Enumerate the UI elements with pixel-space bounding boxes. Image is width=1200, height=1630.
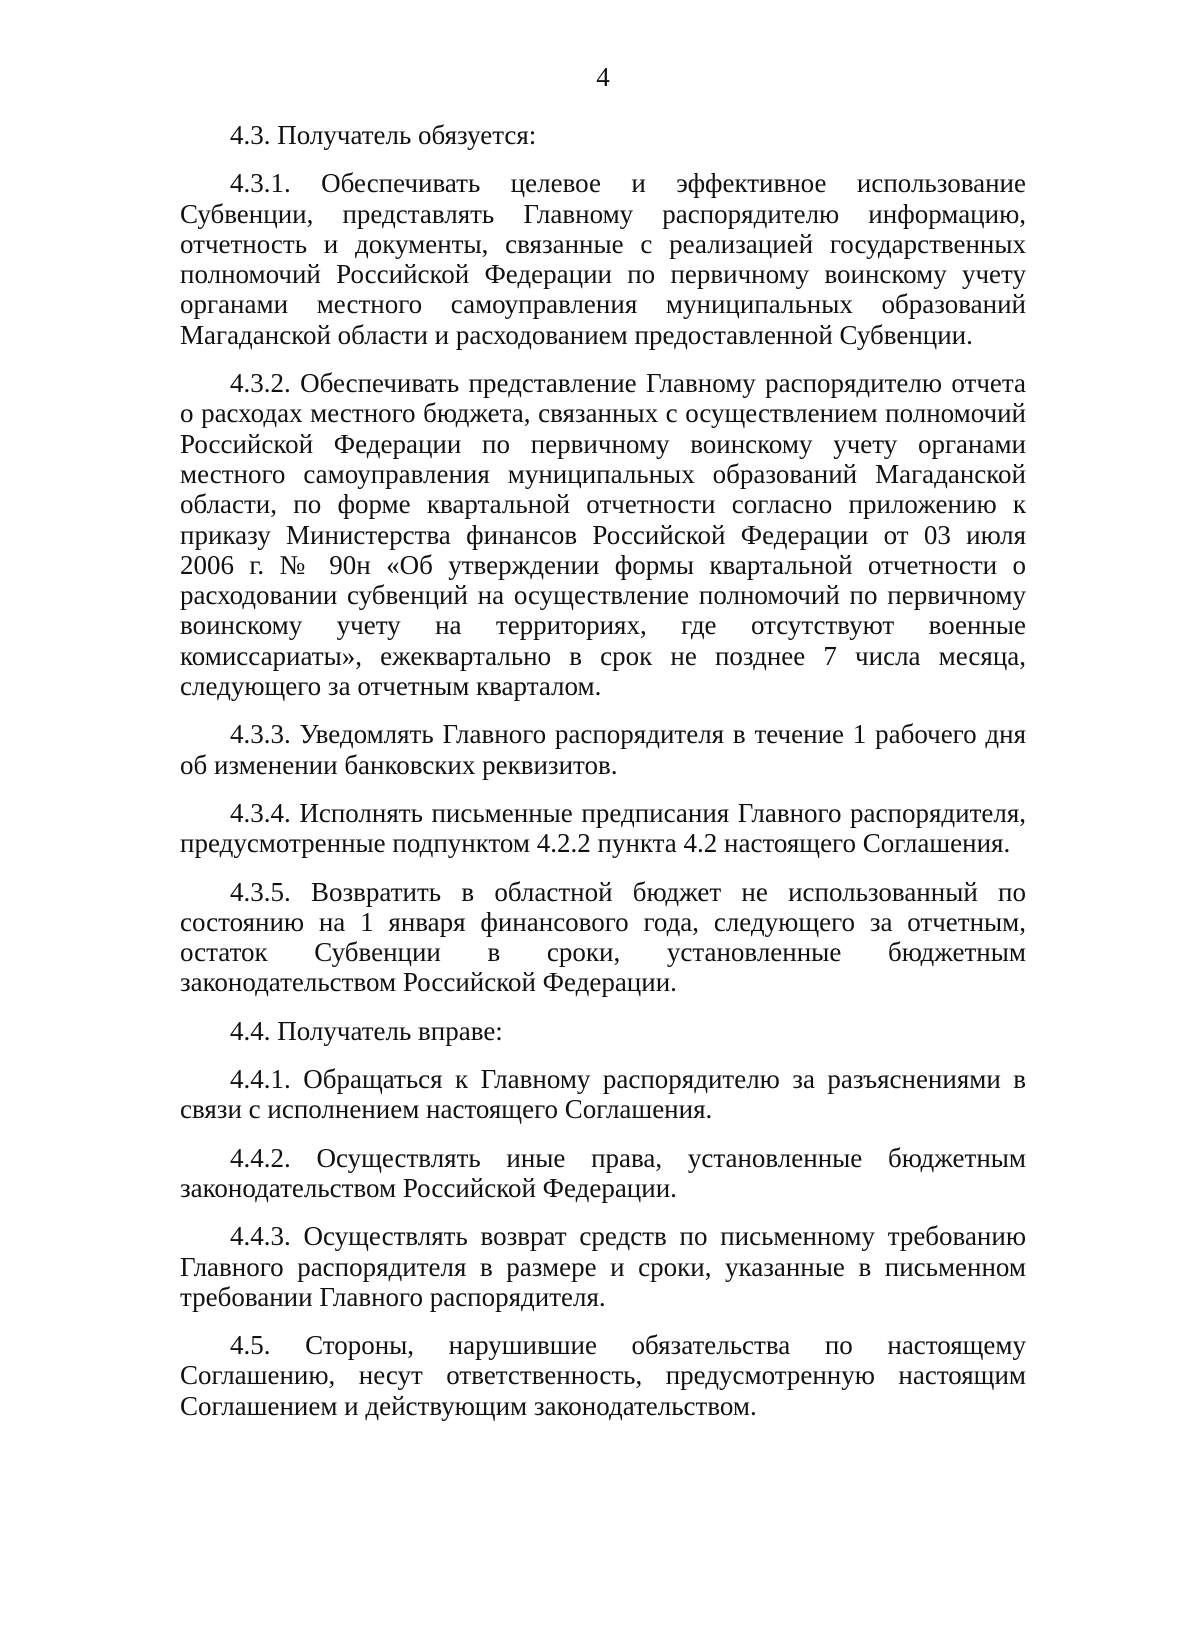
clause-4-4-2: 4.4.2. Осуществлять иные права, установленные бюджетным законодательством Российской Федерации. [180, 1142, 1026, 1203]
clause-4-4: 4.4. Получатель вправе: [230, 1015, 503, 1046]
clause-4-4-3: 4.4.3. Осуществлять возврат средств по письменному требованию Главного распорядителя в размере и сроки, указанные в письменном требовании Главного распорядителя. [180, 1221, 1026, 1312]
page-number: 4 [596, 62, 610, 92]
clause-4-3-3: 4.3.3. Уведомлять Главного распорядителя в течение 1 рабочего дня об изменении банковских реквизитов. [180, 719, 1026, 780]
clause-4-3: 4.3. Получатель обязуется: [230, 120, 537, 150]
clause-4-3-2: 4.3.2. Обеспечивать представление Главному распорядителю отчета о расходах местного бюджета, связанных с осуществлением полномочий Российской Федерации по первичному воинскому учету органами местного самоуправления муниципальных образований Магаданской области, по форме квартальной отчетности согласно приложению к приказу Министерства финансов Российской Федерации от 03 июля 2006 г. № 90н «Об утверждении формы квартальной отчетности о расходовании субвенций на осуществление полномочий по первичному воинскому учету на территориях, где отсутствуют военные комиссариаты», ежеквартально в срок не позднее 7 числа месяца, следующего за отчетным кварталом. [180, 368, 1026, 702]
document-page [180, 60, 1026, 1439]
clause-4-3-4: 4.3.4. Исполнять письменные предписания Главного распорядителя, предусмотренные подпунктом 4.2.2 пункта 4.2 настоящего Соглашения. [180, 797, 1026, 859]
clause-4-3-5: 4.3.5. Возвратить в областной бюджет не использованный по состоянию на 1 января финансового года, следующего за отчетным, остаток Субвенции в сроки, установленные бюджетным законодательством Российской Федерации. [180, 876, 1026, 998]
clause-4-3-1: 4.3.1. Обеспечивать целевое и эффективное использование Субвенции, представлять Главному распорядителю информацию, отчетность и документы, связанные с реализацией государственных полномочий Российской Федерации по первичному воинскому учету органами местного самоуправления муниципальных образований Магаданской области и расходованием предоставленной Субвенции. [180, 168, 1026, 350]
clause-4-5: 4.5. Стороны, нарушившие обязательства по настоящему Соглашению, несут ответственность, предусмотренную настоящим Соглашением и действующим законодательством. [180, 1330, 1026, 1421]
clause-4-4-1: 4.4.1. Обращаться к Главному распорядителю за разъяснениями в связи с исполнением настоящего Соглашения. [180, 1064, 1026, 1125]
